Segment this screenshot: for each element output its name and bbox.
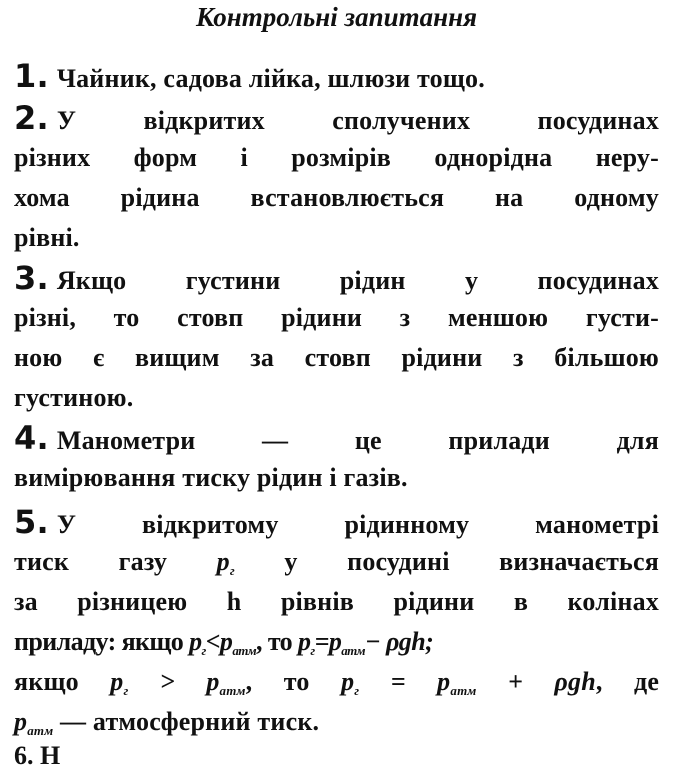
answer-item-5: 5. У відкритому рідинному манометрі тиск газу $p_г$ у посудині визначається за різницею h рівнів рідини в колінах приладу: якщо $p_г<p_{атм}$, то $p_г=p_{атм}- \rho gh$; якщо $p_г > p_{атм}$, то $p_г = p_{атм} + \rho gh$, де $p_{атм}$ — атмосферний тиск. <box>14 503 660 738</box>
item-text: рівні. <box>14 223 80 252</box>
item-text: Чайник, садова лійка, шлюзи тощо. <box>56 64 485 93</box>
cut-off-next-item: 6. Н <box>14 741 61 770</box>
item-text: Манометри — це прилади для <box>56 426 659 455</box>
item-number: 5. <box>14 503 49 541</box>
item-number: 4. <box>14 419 49 457</box>
formula-p-atm: $p_{атм}$ <box>14 707 54 738</box>
formula-result-minus: $p_г=p_{атм}- \rho gh$; <box>297 627 434 658</box>
item-number: 3. <box>14 259 49 297</box>
answer-item-1 <box>14 56 659 96</box>
formula-condition-gt: $p_г > p_{атм}$ <box>110 667 246 698</box>
answer-item-2 <box>14 98 659 258</box>
formula-result-plus: $p_г = p_{атм} + \rho gh$ <box>341 667 596 698</box>
item-text: ною є вищим за стовп рідини з більшою <box>14 343 659 372</box>
item-text: хома рідина встановлюється на одному <box>14 183 659 212</box>
item-text: Якщо густини рідин у посудинах <box>56 266 659 295</box>
formula-condition-lt: $p_г<p_{атм}$ <box>189 627 257 658</box>
answer-item-3 <box>14 258 659 418</box>
answer-item-4 <box>14 418 659 498</box>
item-number: 1. <box>14 57 49 95</box>
item-text: за різницею h рівнів рідини в колінах <box>14 587 659 616</box>
formula-p-gas: $p_г$ <box>216 547 235 578</box>
item-text: густиною. <box>14 383 134 412</box>
item-text: різні, то стовп рідини з меншою густи- <box>14 303 659 332</box>
item-text: У відкритому рідинному манометрі <box>56 510 659 539</box>
item-text: вимірювання тиску рідин і газів. <box>14 463 408 492</box>
item-number: 2. <box>14 99 49 137</box>
item-text: У відкритих сполучених посудинах <box>56 106 659 135</box>
item-text: різних форм і розмірів однорідна неру- <box>14 143 659 172</box>
section-title: Контрольні запитання <box>196 2 477 32</box>
